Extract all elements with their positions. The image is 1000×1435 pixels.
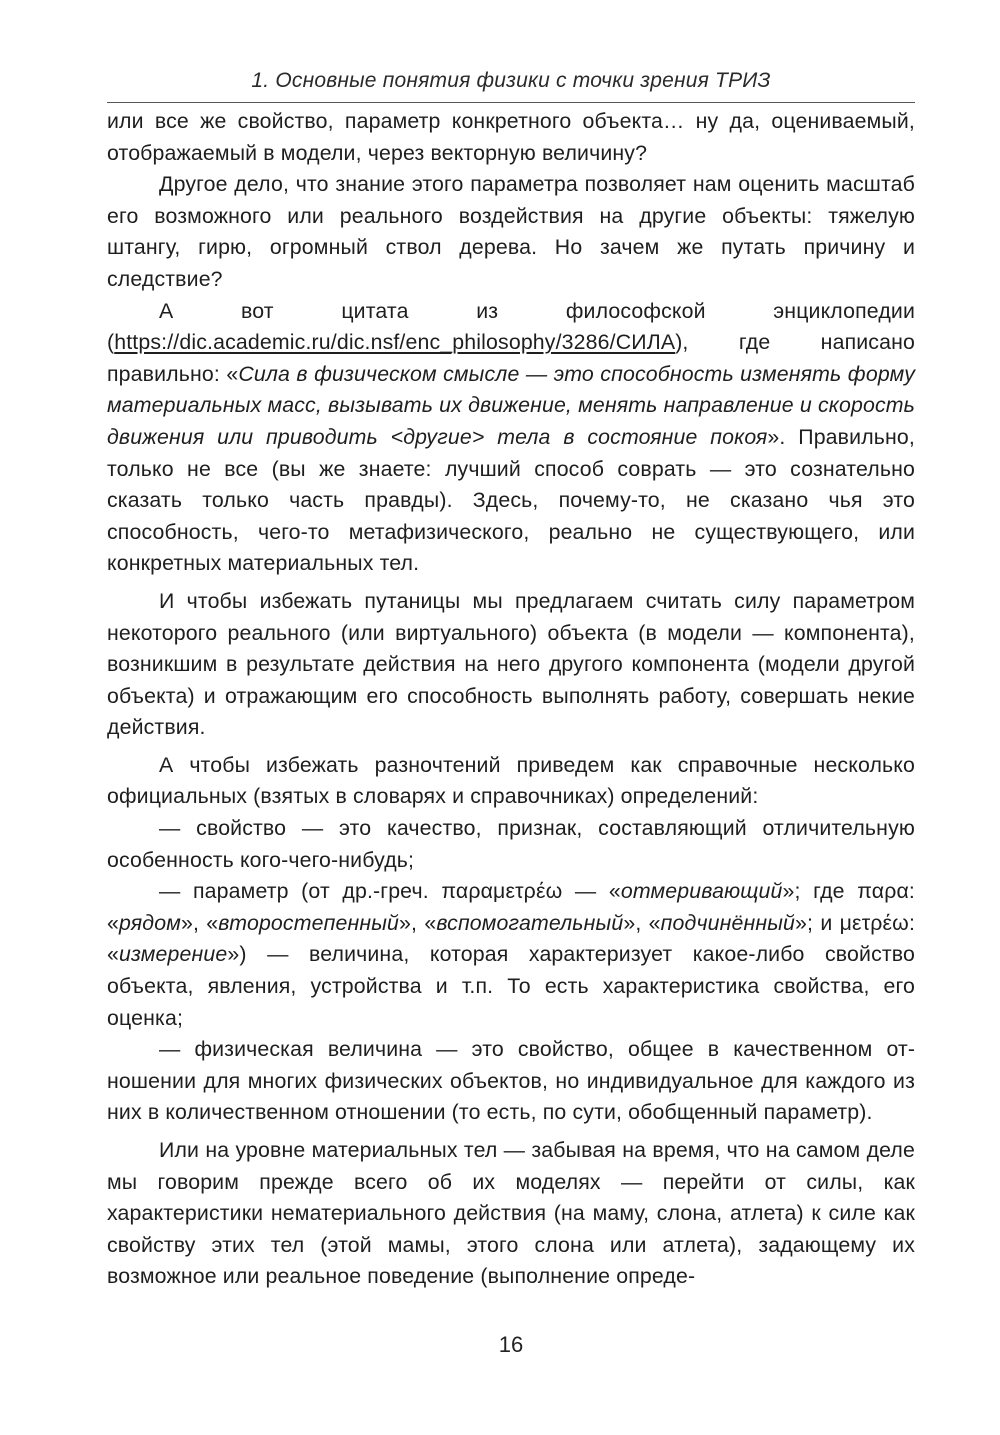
italic-quote: Сила в физическом смысле — это способность изменять форму материальных масс, вызывать их движение, менять направление и скорость движения или приводить <другие> тела в состояние покоя xyxy=(107,361,915,449)
italic-term: отмеривающий xyxy=(620,879,783,904)
text-span: ») — величина, которая характеризует какое-либо свойство объекта, явления, устройства и т.п. То есть характеристика свойства, его оценка; xyxy=(107,942,915,1030)
italic-term: вспомогательный xyxy=(436,910,624,935)
paragraph-continuation: или все же свойство, параметр конкретного объекта… ну да, оцениваемый, отображаемый в модели, через векторную величину? xyxy=(107,109,915,165)
text-span: — параметр (от др.-греч. παραμετρέω — « xyxy=(159,879,621,904)
definition-property: — свойство — это качество, признак, составляющий отличительную особенность кого-чего-нибудь; xyxy=(107,816,915,872)
italic-term: второстепенный xyxy=(218,910,400,935)
body-text xyxy=(107,106,915,1293)
text-span: ), где написано правильно: « xyxy=(107,330,915,386)
text-span: », « xyxy=(180,910,219,935)
italic-term: подчинённый xyxy=(660,910,796,935)
text-span: А вот цитата из философской энциклопедии ( xyxy=(107,298,915,355)
definition-physical-quantity: — физическая величина — это свойство, общее в качественном отношении для многих физических объектов, но индивидуальное для каждого из них в количественном отношении (то есть, по сути, обобщенный параметр). xyxy=(107,1037,915,1125)
italic-term: рядом xyxy=(119,910,181,935)
text-span: », « xyxy=(399,910,437,935)
text-span: ». Правильно, только не все (вы же знаете: лучший способ соврать — это сознательно сказать только часть правды). Здесь, почему-то, не сказано чья это способность, чего-то метафизического, реально не существующего, или конкретных материальных тел. xyxy=(107,424,915,576)
text-span: »; и μετρέω: « xyxy=(107,910,916,967)
paragraph-quote xyxy=(107,296,915,580)
header-divider xyxy=(107,102,915,103)
text-span: », « xyxy=(623,910,661,935)
paragraph: Другое дело, что знание этого параметра позволяет нам оценить масштаб его возможного или реального воздействия на другие объекты: тяжелую штангу, гирю, огромный ствол дерева. Но зачем же путать причину и следствие? xyxy=(107,172,915,291)
italic-term: измерение xyxy=(119,942,228,967)
page-number: 16 xyxy=(498,1332,524,1357)
paragraph: И чтобы избежать путаницы мы предлагаем считать силу параметром некоторого реального (или виртуального) объекта (в модели — компонента), возникшим в результате действия на него другого компонента (модели другой объекта) и отражающим его способность выполнять работу, совершать некие действия. xyxy=(107,588,915,740)
running-header: 1. Основные понятия физики с точки зрения ТРИЗ xyxy=(251,69,771,92)
paragraph: А чтобы избежать разночтений приведем как справочные несколько официальных (взятых в словарях и справочниках) определений: xyxy=(107,752,915,809)
encyclopedia-link[interactable]: https://dic.academic.ru/dic.nsf/enc_philosophy/3286/СИЛА xyxy=(114,330,676,355)
text-span: »; где παρα: « xyxy=(107,879,915,935)
paragraph: Или на уровне материальных тел — забывая на время, что на самом деле мы говорим прежде всего об их моделях — перейти от силы, как характеристики нематериального действия (на маму, слона, атлета) к силе как свойству этих тел (этой мамы, этого слона или атлета), задающему их возможное или реальное поведение (выполнение опреде- xyxy=(107,1138,915,1289)
definition-parameter xyxy=(107,876,915,1034)
